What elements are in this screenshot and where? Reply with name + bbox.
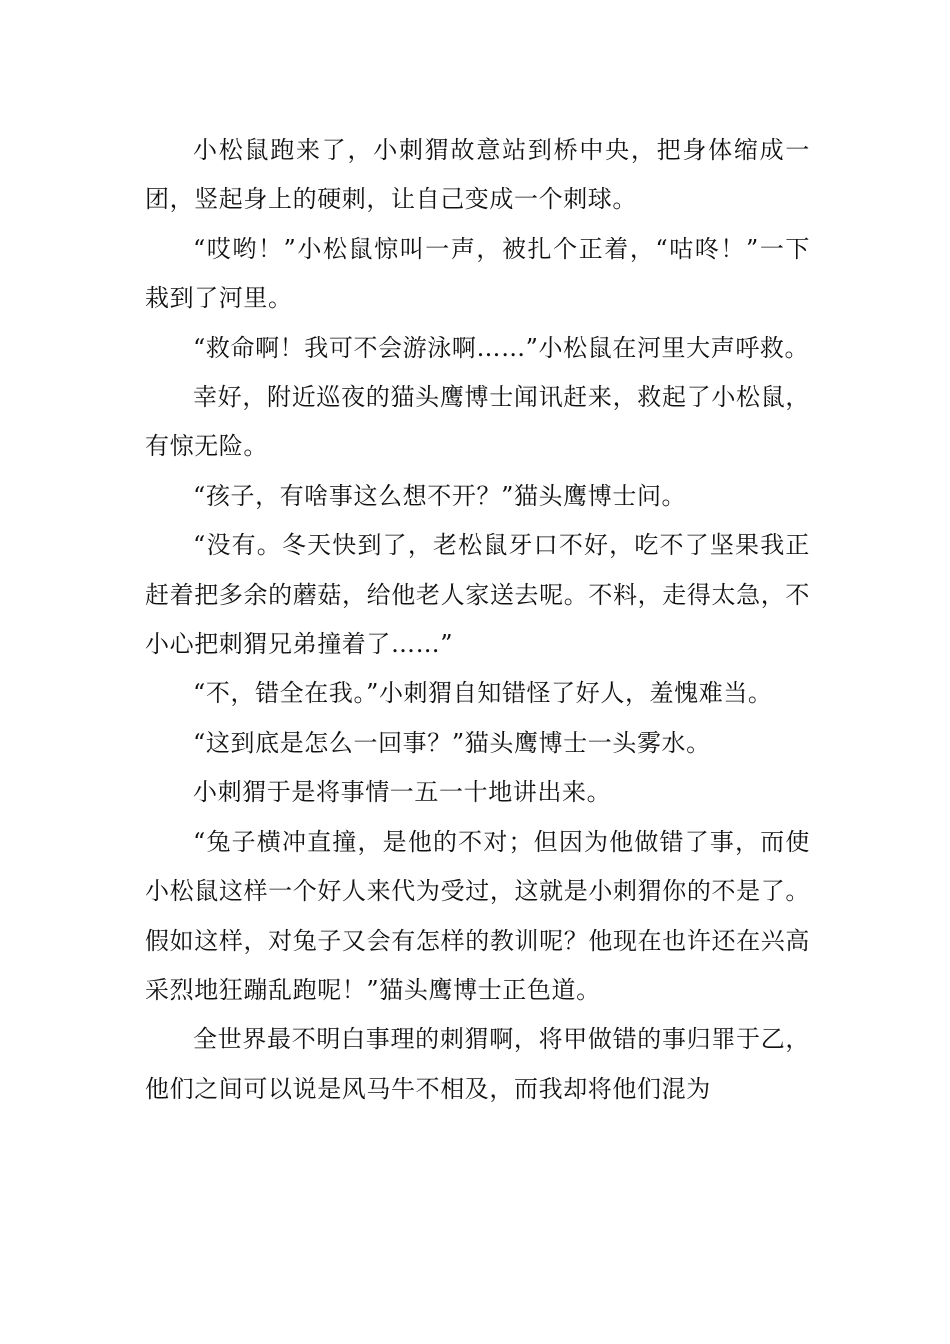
paragraph-6: “没有。冬天快到了，老松鼠牙口不好，吃不了坚果我正赶着把多余的蘑菇，给他老人家送去呢。不料，走得太急，不小心把刺猬兄弟撞着了……” [145,531,810,659]
story-text [145,126,810,1114]
paragraph-3: “救命啊！我可不会游泳啊……”小松鼠在河里大声呼救。 [193,333,810,362]
paragraph-2: “哎哟！”小松鼠惊叫一声，被扎个正着，“咕咚！”一下栽到了河里。 [145,234,810,313]
paragraph-7: “不，错全在我。”小刺猬自知错怪了好人，羞愧难当。 [193,679,773,708]
paragraph-5: “孩子，有啥事这么想不开？”猫头鹰博士问。 [193,481,687,510]
paragraph-11: 全世界最不明白事理的刺猬啊，将甲做错的事归罪于乙，他们之间可以说是风马牛不相及，而我却将他们混为 [145,1025,810,1103]
paragraph-10: “兔子横冲直撞，是他的不对；但因为他做错了事，而使小松鼠这样一个好人来代为受过，这就是小刺猬你的不是了。假如这样，对兔子又会有怎样的教训呢？他现在也许还在兴高采烈地狂蹦乱跑呢！”猫头鹰博士正色道。 [145,827,810,1004]
paragraph-9: 小刺猬于是将事情一五一十地讲出来。 [193,778,612,807]
paragraph-1: 小松鼠跑来了，小刺猬故意站到桥中央，把身体缩成一团，竖起身上的硬刺，让自己变成一个刺球。 [145,136,810,214]
paragraph-8: “这到底是怎么一回事？”猫头鹰博士一头雾水。 [193,728,711,757]
paragraph-4: 幸好，附近巡夜的猫头鹰博士闻讯赶来，救起了小松鼠，有惊无险。 [145,383,810,461]
